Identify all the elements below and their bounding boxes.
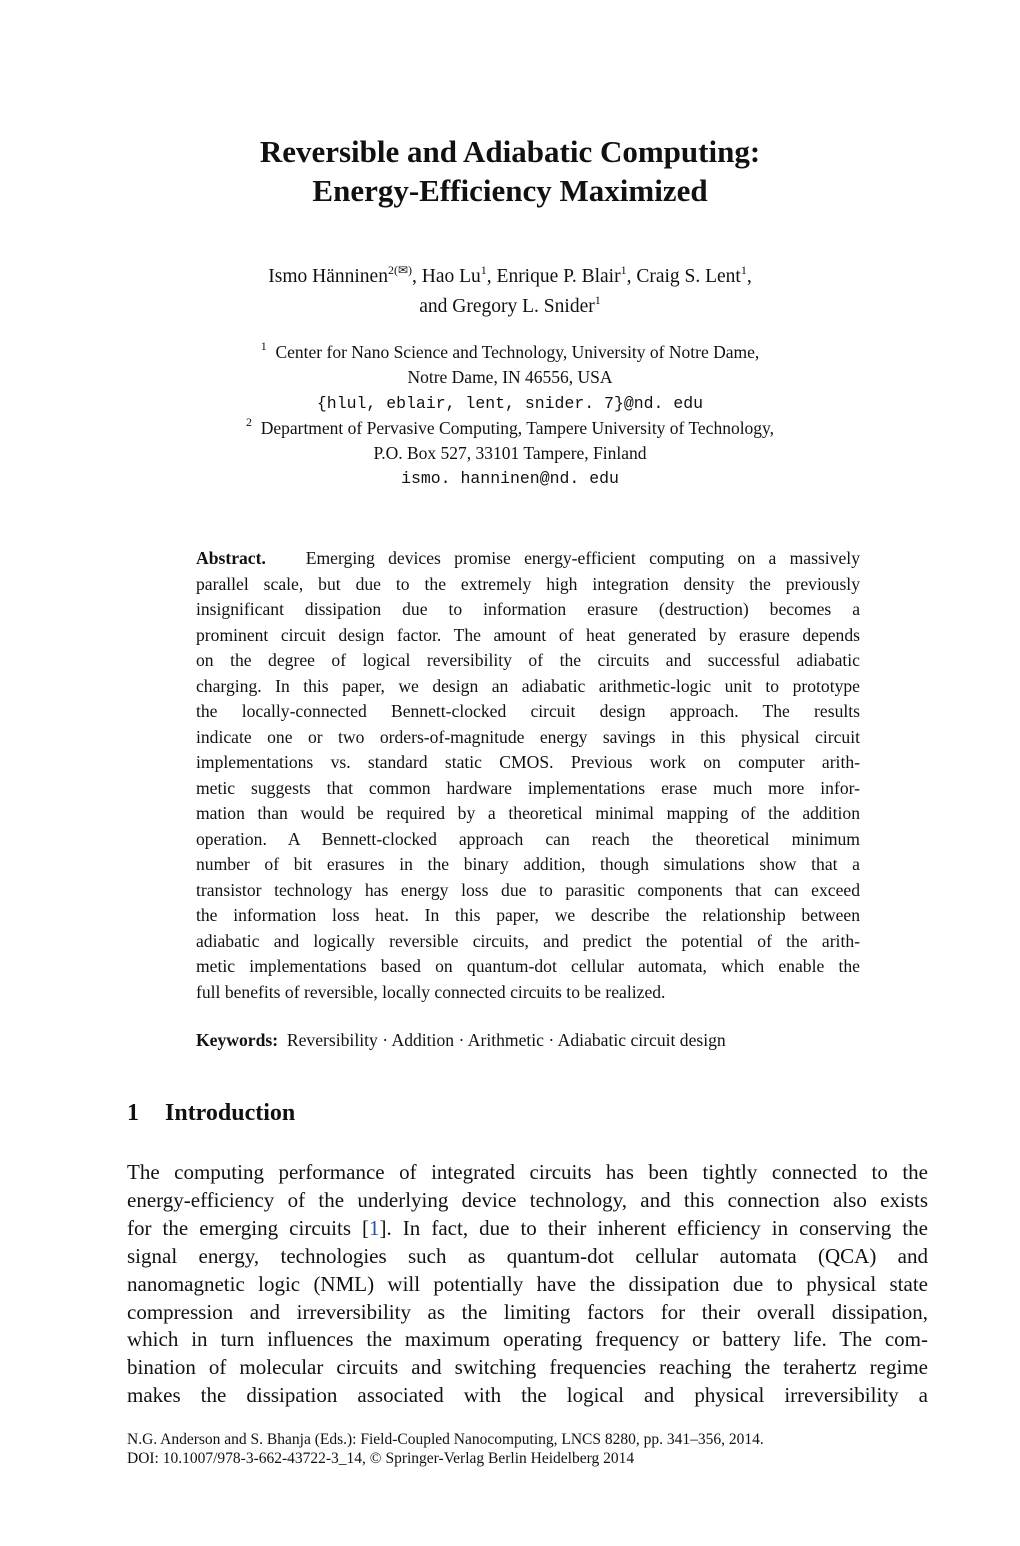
affiliations	[0, 340, 1020, 492]
keyword-separator: ·	[382, 1030, 389, 1050]
affil-line: Notre Dame, IN 46556, USA	[407, 367, 613, 388]
abstract-line: metic implementations based on quantum-dot cellular automata, which enable the	[196, 956, 860, 976]
abstract-line: parallel scale, but due to the extremely high integration density the previously	[196, 573, 860, 594]
abstract-line: operation. A Bennett-clocked approach can reach the theoretical minimum	[196, 828, 860, 849]
author: , Hao Lu	[412, 266, 481, 287]
keyword-separator: ·	[458, 1030, 465, 1050]
affil-line: Department of Pervasive Computing, Tampere University of Technology,	[260, 417, 775, 438]
author: and Gregory L. Snider	[419, 296, 595, 317]
body-line: makes the dissipation associated with the logical and physical irreversibility a	[127, 1383, 928, 1408]
abstract-line: mation than would be required by a theoretical minimal mapping of the addition	[196, 803, 860, 823]
comma: ,	[746, 266, 752, 287]
keyword-separator: ·	[548, 1030, 555, 1050]
author: , Craig S. Lent	[626, 266, 741, 287]
body-line: bination of molecular circuits and switching frequencies reaching the terahertz regime	[127, 1355, 928, 1380]
body-text: ]. In fact, due to their inherent efficiency in conserving the	[379, 1215, 928, 1240]
affil-num: 1	[260, 339, 267, 353]
author: , Enrique P. Blair	[486, 266, 621, 287]
abstract	[196, 546, 860, 1005]
keyword: Reversibility	[286, 1030, 378, 1050]
abstract-line: prominent circuit design factor. The amount of heat generated by erasure depends	[196, 624, 860, 645]
abstract-line: adiabatic and logically reversible circuits, and predict the potential of the arith-	[196, 930, 860, 951]
abstract-line: full benefits of reversible, locally connected circuits to be realized.	[196, 981, 666, 1002]
affil-email: ismo. hanninen@nd. edu	[401, 469, 619, 489]
body-line: energy-efficiency of the underlying device technology, and this connection also exists	[127, 1187, 928, 1212]
keywords	[196, 1028, 860, 1053]
keyword: Arithmetic	[467, 1030, 544, 1050]
publication-footer	[127, 1430, 764, 1468]
affil-line: Center for Nano Science and Technology, University of Notre Dame,	[275, 342, 760, 362]
title-line: Reversible and Adiabatic Computing:	[259, 134, 761, 169]
corresponding-author-mark: 2(✉)	[387, 263, 412, 277]
keyword: Adiabatic circuit design	[557, 1030, 726, 1050]
keyword: Addition	[391, 1030, 455, 1050]
section-heading	[127, 1100, 295, 1127]
body-line: which in turn influences the maximum operating frequency or battery life. The com-	[127, 1327, 928, 1352]
abstract-text: Emerging devices promise energy-efficient computing on a massively	[305, 548, 860, 568]
body-line: nanomagnetic logic (NML) will potentially have the dissipation due to physical state	[127, 1271, 928, 1296]
body-line: The computing performance of integrated circuits has been tightly connected to the	[127, 1160, 928, 1184]
abstract-line: on the degree of logical reversibility of the circuits and successful adiabatic	[196, 650, 860, 670]
footer-citation: N.G. Anderson and S. Bhanja (Eds.): Field-Coupled Nanocomputing, LNCS 8280, pp. 341–356, 2014.	[127, 1431, 764, 1448]
paper-title	[0, 132, 1020, 210]
citation-link[interactable]: 1	[369, 1215, 380, 1240]
abstract-line: insignificant dissipation due to information erasure (destruction) becomes a	[196, 599, 860, 619]
abstract-line: metic suggests that common hardware implementations erase much more infor-	[196, 777, 860, 798]
abstract-line: implementations vs. standard static CMOS. Previous work on computer arith-	[196, 752, 860, 772]
affil-email: {hlul, eblair, lent, snider. 7}@nd. edu	[316, 393, 704, 413]
abstract-label: Abstract.	[196, 548, 266, 568]
body-line	[127, 1215, 928, 1243]
author: Ismo Hänninen	[268, 266, 388, 287]
abstract-line: charging. In this paper, we design an adiabatic arithmetic-logic unit to prototype	[196, 675, 860, 696]
affil-sup: 1	[480, 263, 487, 277]
abstract-line: the locally-connected Bennett-clocked circuit design approach. The results	[196, 701, 860, 721]
abstract-line	[196, 546, 860, 572]
abstract-line: number of bit erasures in the binary addition, though simulations show that a	[196, 854, 860, 874]
title-line: Energy-Efficiency Maximized	[312, 173, 708, 208]
affil-line: P.O. Box 527, 33101 Tampere, Finland	[373, 443, 647, 464]
affil-sup: 1	[594, 293, 601, 307]
abstract-line: the information loss heat. In this paper, we describe the relationship between	[196, 905, 860, 925]
footer-doi: DOI: 10.1007/978-3-662-43722-3_14, © Springer-Verlag Berlin Heidelberg 2014	[127, 1450, 635, 1467]
abstract-line: transistor technology has energy loss due to parasitic components that can exceed	[196, 879, 860, 900]
body-line: signal energy, technologies such as quantum-dot cellular automata (QCA) and	[127, 1243, 928, 1268]
section-title: Introduction	[165, 1100, 296, 1126]
keywords-label: Keywords:	[196, 1030, 279, 1050]
affil-num: 2	[245, 414, 252, 429]
introduction-text	[127, 1159, 928, 1410]
body-line: compression and irreversibility as the limiting factors for their overall dissipation,	[127, 1299, 928, 1324]
author-list	[0, 262, 1020, 322]
abstract-line: indicate one or two orders-of-magnitude energy savings in this physical circuit	[196, 726, 860, 747]
section-number: 1	[127, 1100, 139, 1126]
affil-sup: 1	[620, 263, 627, 277]
body-text: for the emerging circuits [	[127, 1215, 370, 1240]
affil-sup: 1	[740, 263, 747, 277]
